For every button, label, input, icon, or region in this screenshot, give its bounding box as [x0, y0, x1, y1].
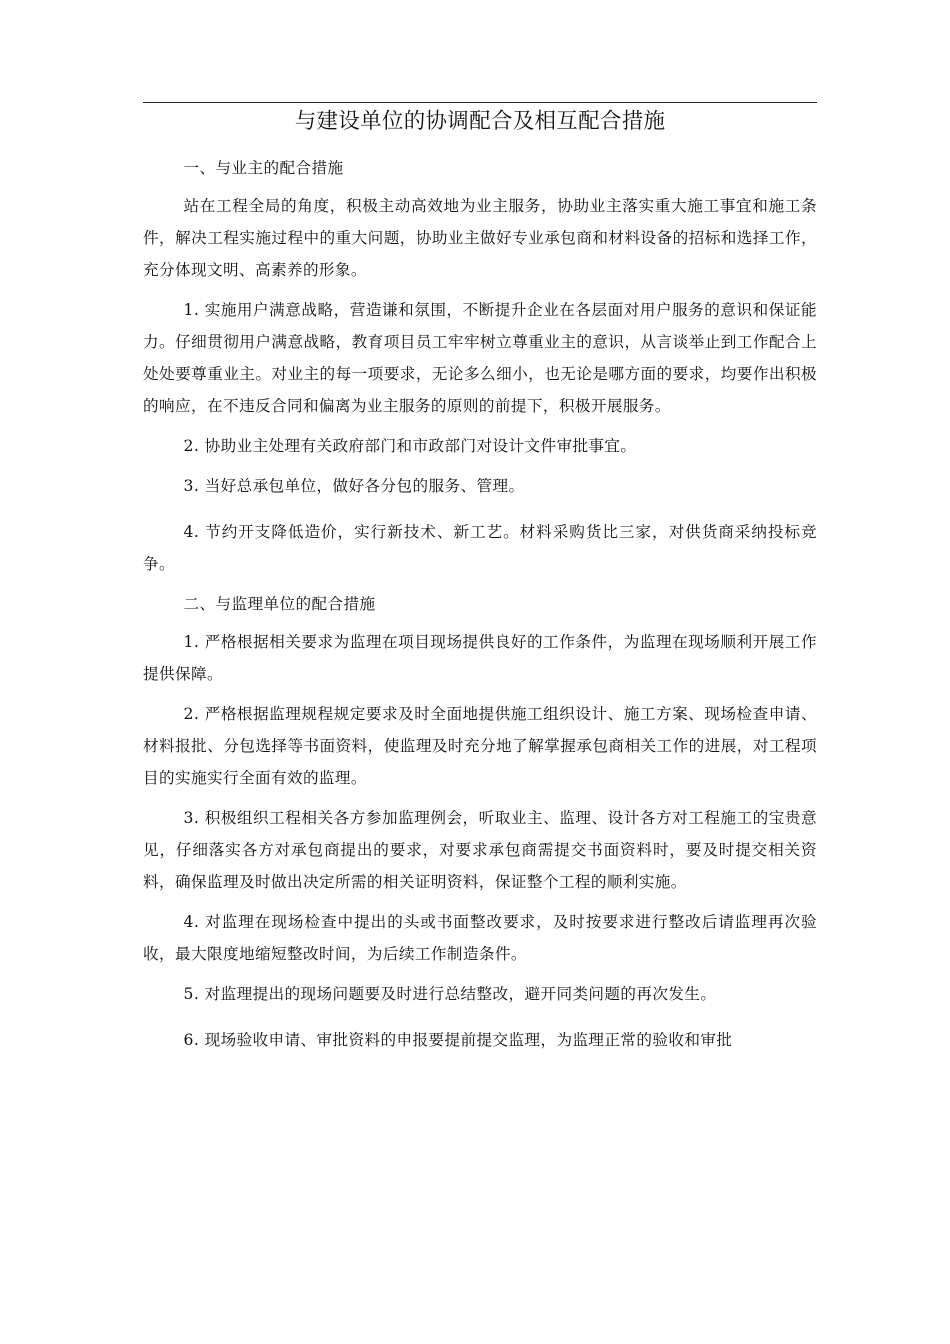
section1-item-3: 3. 当好总承包单位，做好各分包的服务、管理。 [183, 477, 525, 495]
section1-item-1: 1. 实施用户满意战略，营造谦和氛围，不断提升企业在各层面对用户服务的意识和保证能力。仔细贯彻用户满意战略，教育项目员工牢牢树立尊重业主的意识，从言谈举止到工作配合上处处要尊重业主。对业主的每一项要求，无论多么细小，也无论是哪方面的要求，均要作出积极的响应，在不违反合同和偏离为业主服务的原则的前提下，积极开展服务。 [143, 301, 817, 415]
section1-intro: 站在工程全局的角度，积极主动高效地为业主服务，协助业主落实重大施工事宜和施工条件，解决工程实施过程中的重大问题，协助业主做好专业承包商和材料设备的招标和选择工作，充分体现文明、高素养的形象。 [143, 197, 817, 279]
section1-item-4: 4. 节约开支降低造价，实行新技术、新工艺。材料采购货比三家，对供货商采纳投标竞争。 [143, 523, 817, 573]
section2-item-1: 1. 严格根据相关要求为监理在项目现场提供良好的工作条件，为监理在现场顺利开展工作提供保障。 [143, 633, 817, 683]
section2-heading: 二、与监理单位的配合措施 [183, 595, 376, 613]
section1-heading: 一、与业主的配合措施 [183, 159, 344, 177]
section2-item-4: 4. 对监理在现场检查中提出的头或书面整改要求，及时按要求进行整改后请监理再次验收，最大限度地缩短整改时间，为后续工作制造条件。 [143, 913, 817, 963]
header-rule [143, 102, 817, 103]
section1-item-2: 2. 协助业主处理有关政府部门和市政部门对设计文件审批事宜。 [183, 437, 637, 455]
section2-item-5: 5. 对监理提出的现场问题要及时进行总结整改，避开同类问题的再次发生。 [183, 985, 717, 1003]
section2-item-2: 2. 严格根据监理规程规定要求及时全面地提供施工组织设计、施工方案、现场检查申请、材料报批、分包选择等书面资料，使监理及时充分地了解掌握承包商相关工作的进展，对工程项目的实施实行全面有效的监理。 [143, 705, 817, 787]
section2-item-3: 3. 积极组织工程相关各方参加监理例会，听取业主、监理、设计各方对工程施工的宝贵意见，仔细落实各方对承包商提出的要求，对要求承包商需提交书面资料时，要及时提交相关资料，确保监理及时做出决定所需的相关证明资料，保证整个工程的顺利实施。 [143, 809, 817, 891]
document-title: 与建设单位的协调配合及相互配合措施 [294, 109, 666, 134]
section2-item-6: 6. 现场验收申请、审批资料的申报要提前提交监理，为监理正常的验收和审批 [183, 1031, 733, 1049]
document-body [143, 152, 817, 1056]
